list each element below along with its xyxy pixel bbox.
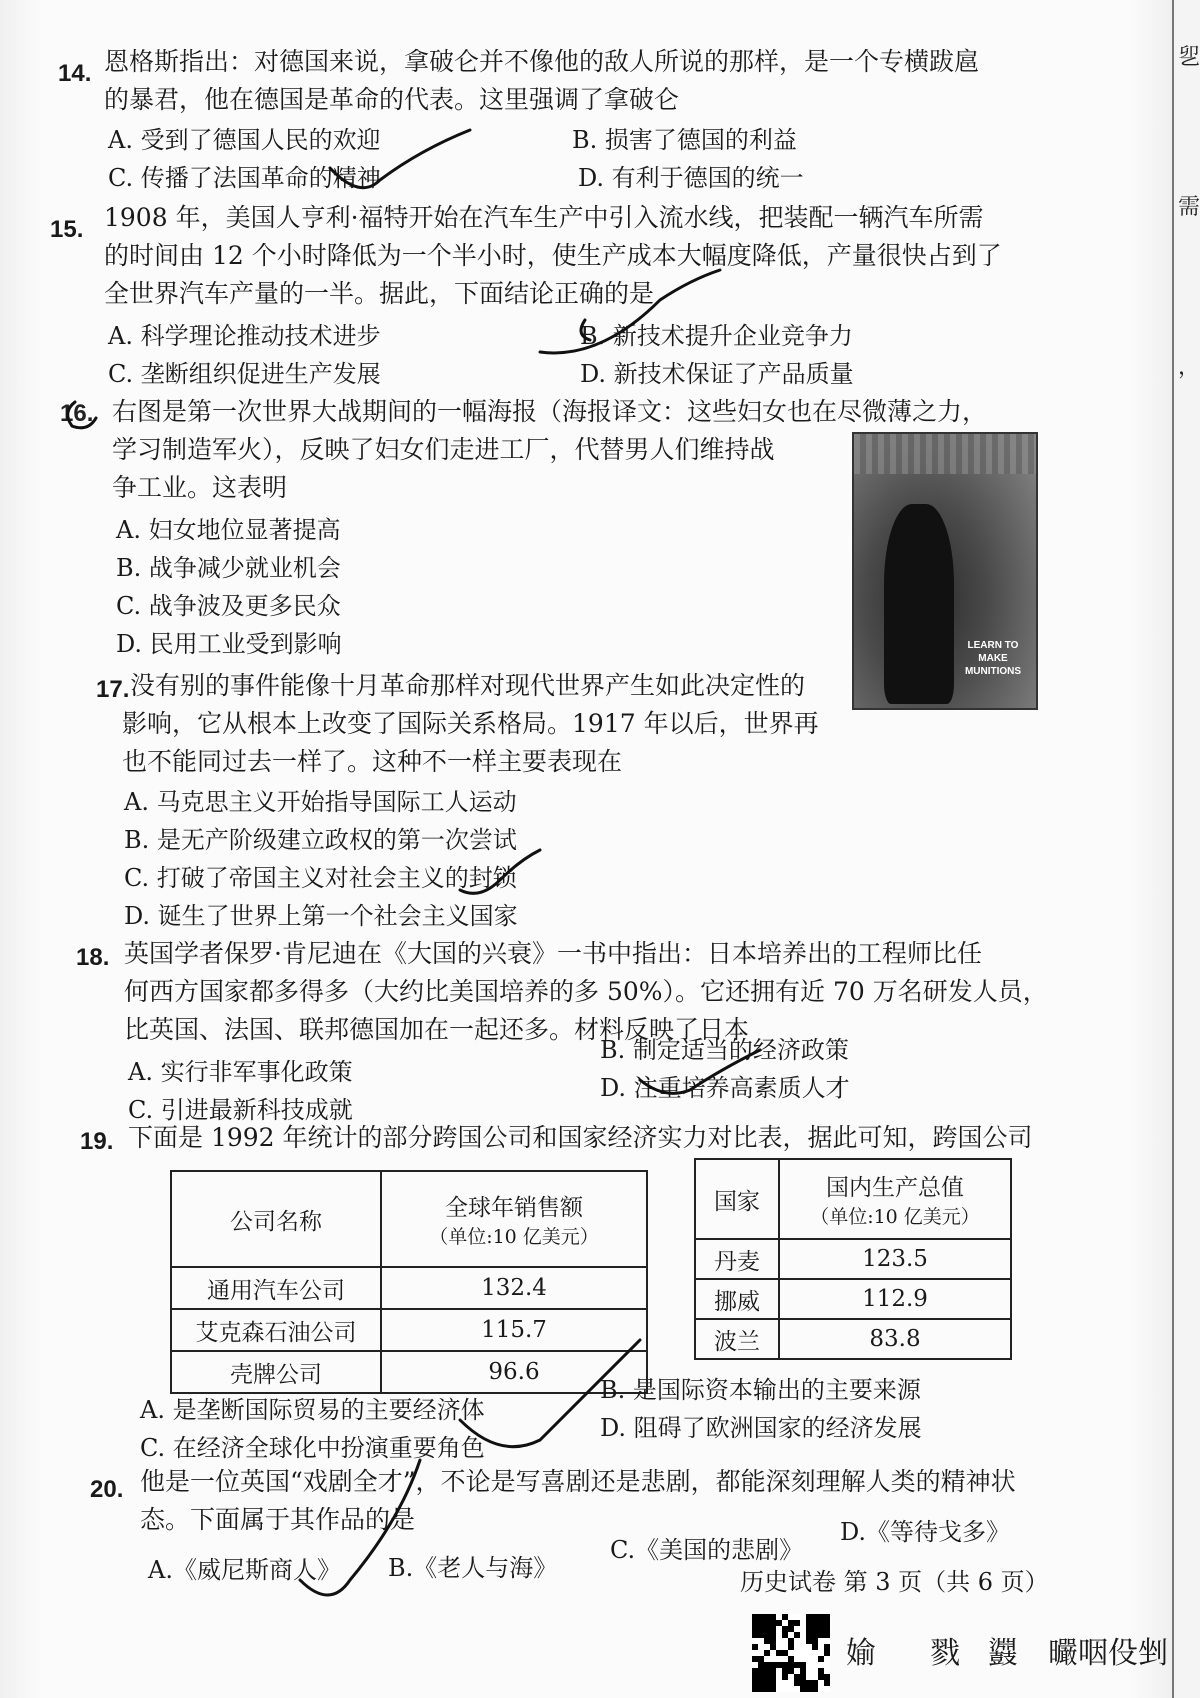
- question-text: 争工业。这表明: [112, 473, 288, 502]
- table-cell: 艾克森石油公司: [171, 1309, 381, 1351]
- country-gdp-table: [694, 1158, 1012, 1360]
- option-a: A.《威尼斯商人》: [148, 1556, 341, 1584]
- footer-garbled-text: 戮: [930, 1636, 960, 1671]
- adjacent-page-edge: [1172, 0, 1200, 1698]
- option-b: B. 战争减少就业机会: [116, 554, 341, 582]
- option-d: D. 新技术保证了产品质量: [580, 360, 854, 388]
- wwi-poster-image: [852, 432, 1038, 710]
- question-text: 比英国、法国、联邦德国加在一起还多。材料反映了日本: [124, 1015, 750, 1044]
- option-d: D. 有利于德国的统一: [578, 164, 804, 192]
- question-text: 的暴君，他在德国是革命的代表。这里强调了拿破仑: [104, 85, 680, 114]
- footer-garbled-text: 曮咽伇剉: [1048, 1636, 1168, 1671]
- option-c: C. 传播了法国革命的精神: [108, 164, 381, 192]
- poster-caption: LEARN TO MAKE MUNITIONS: [964, 640, 1022, 677]
- question-text: 恩格斯指出：对德国来说，拿破仑并不像他的敌人所说的那样，是一个专横跋扈: [104, 47, 980, 76]
- option-d: D. 民用工业受到影响: [116, 630, 342, 658]
- company-sales-table: [170, 1170, 648, 1394]
- option-c: C. 在经济全球化中扮演重要角色: [140, 1434, 485, 1462]
- option-c: C. 打破了帝国主义对社会主义的封锁: [124, 864, 517, 892]
- option-c: C. 战争波及更多民众: [116, 592, 341, 620]
- option-b: B. 损害了德国的利益: [572, 126, 797, 154]
- table-cell: 112.9: [779, 1279, 1011, 1319]
- table-cell: 123.5: [779, 1239, 1011, 1279]
- question-text: 英国学者保罗·肯尼迪在《大国的兴衰》一书中指出：日本培养出的工程师比任: [124, 939, 982, 968]
- option-b: B.《老人与海》: [388, 1554, 558, 1582]
- woman-figure-icon: [884, 504, 954, 704]
- table-row: [695, 1279, 1011, 1319]
- table-row: [171, 1309, 647, 1351]
- table-row: [171, 1351, 647, 1393]
- table-header: 国家: [695, 1159, 779, 1239]
- option-c: C. 引进最新科技成就: [128, 1096, 353, 1124]
- table-header: 全球年销售额 （单位:10 亿美元）: [381, 1171, 647, 1267]
- option-b: B. 是国际资本输出的主要来源: [600, 1376, 921, 1404]
- option-b: B. 是无产阶级建立政权的第一次尝试: [124, 826, 517, 854]
- option-a: A. 马克思主义开始指导国际工人运动: [124, 788, 517, 816]
- edge-fragment: 乮: [1178, 45, 1200, 70]
- question-number: 19.: [80, 1128, 114, 1155]
- table-cell: 115.7: [381, 1309, 647, 1351]
- table-cell: 96.6: [381, 1351, 647, 1393]
- table-cell: 壳牌公司: [171, 1351, 381, 1393]
- option-a: A. 科学理论推动技术进步: [108, 322, 381, 350]
- page-footer: 历史试卷 第 3 页（共 6 页）: [740, 1568, 1049, 1596]
- option-c: C.《美国的悲剧》: [610, 1536, 804, 1564]
- question-text: 学习制造军火），反映了妇女们走进工厂，代替男人们维持战: [112, 435, 775, 464]
- table-cell: 83.8: [779, 1319, 1011, 1359]
- question-text: 全世界汽车产量的一半。据此，下面结论正确的是: [104, 279, 655, 308]
- question-text: 影响，它从根本上改变了国际关系格局。1917 年以后，世界再: [122, 709, 819, 738]
- option-a: A. 实行非军事化政策: [128, 1058, 353, 1086]
- option-a: A. 受到了德国人民的欢迎: [108, 126, 381, 154]
- question-text: 右图是第一次世界大战期间的一幅海报（海报译文：这些妇女也在尽微薄之力，: [112, 397, 988, 426]
- option-a: A. 妇女地位显著提高: [116, 516, 341, 544]
- option-d: D. 诞生了世界上第一个社会主义国家: [124, 902, 518, 930]
- question-text: 态。下面属于其作品的是: [140, 1505, 416, 1534]
- question-text: 何西方国家都多得多（大约比美国培养的多 50%）。它还拥有近 70 万名研发人员，: [124, 977, 1048, 1006]
- question-number: 17.: [96, 676, 130, 703]
- question-text: 没有别的事件能像十月革命那样对现代世界产生如此决定性的: [130, 671, 806, 700]
- table-cell: 挪威: [695, 1279, 779, 1319]
- option-d: D. 阻碍了欧洲国家的经济发展: [600, 1414, 922, 1442]
- question-number: 14.: [58, 60, 92, 87]
- table-row: [695, 1319, 1011, 1359]
- table-header: 国内生产总值 （单位:10 亿美元）: [779, 1159, 1011, 1239]
- question-text: 他是一位英国“戏剧全才”，不论是写喜剧还是悲剧，都能深刻理解人类的精神状: [140, 1467, 1016, 1496]
- option-d: D. 注重培养高素质人才: [600, 1074, 850, 1102]
- footer-garbled-text: 媮: [846, 1636, 876, 1671]
- table-header: 公司名称: [171, 1171, 381, 1267]
- edge-fragment: 需: [1178, 195, 1200, 220]
- table-cell: 丹麦: [695, 1239, 779, 1279]
- option-b: B. 新技术提升企业竞争力: [580, 322, 853, 350]
- edge-fragment: ，: [1178, 355, 1200, 380]
- question-number: 18.: [76, 944, 110, 971]
- table-cell: 通用汽车公司: [171, 1267, 381, 1309]
- table-cell: 132.4: [381, 1267, 647, 1309]
- table-row: [171, 1267, 647, 1309]
- question-text: 的时间由 12 个小时降低为一个半小时，使生产成本大幅度降低，产量很快占到了: [104, 241, 1002, 270]
- table-row: [695, 1239, 1011, 1279]
- question-text: 也不能同过去一样了。这种不一样主要表现在: [122, 747, 623, 776]
- footer-garbled-text: 鼝: [988, 1636, 1018, 1671]
- question-number: 15.: [50, 216, 84, 243]
- table-cell: 波兰: [695, 1319, 779, 1359]
- question-number: 16.: [60, 400, 94, 427]
- option-a: A. 是垄断国际贸易的主要经济体: [140, 1396, 485, 1424]
- option-c: C. 垄断组织促进生产发展: [108, 360, 381, 388]
- question-number: 20.: [90, 1476, 124, 1503]
- question-text: 下面是 1992 年统计的部分跨国公司和国家经济实力对比表，据此可知，跨国公司: [128, 1123, 1033, 1152]
- option-b: B. 制定适当的经济政策: [600, 1036, 849, 1064]
- question-text: 1908 年，美国人亨利·福特开始在汽车生产中引入流水线，把装配一辆汽车所需: [104, 203, 984, 232]
- qr-code-icon: [752, 1614, 830, 1692]
- option-d: D.《等待戈多》: [840, 1518, 1011, 1546]
